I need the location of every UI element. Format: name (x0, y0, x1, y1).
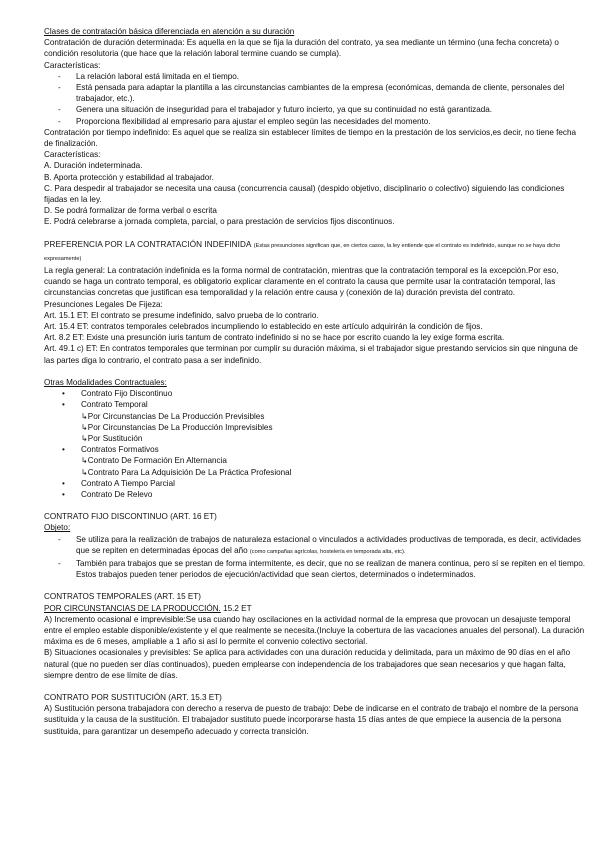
sustitucion-paragraph: A) Sustitución persona trabajadora con derecho a reserva de puesto de trabajo: Debe de indicarse en el contrato de trabajo el nombre de la persona sustituida y la causa de la sustitución. El trabajador sustituto puede incorporarse hasta 15 días antes de que empiece la ausencia de la persona sustituida, para garantizar un desempeño adecuado y correcta transición. (44, 704, 579, 736)
list-item: D. Se podrá formalizar de forma verbal o escrita (44, 206, 217, 216)
list-item: E. Podrá celebrarse a jornada completa, parcial, o para prestación de servicios fijos discontinuos. (44, 217, 395, 227)
determinada-definition: Contratación de duración determinada: Es aquella en la que se fija la duración del contrato, ya sea mediante un término (una fecha concreta) o condición resolutoria (que hace que la relación laboral termine cuando se cumpla). (44, 38, 559, 59)
circunstancias-heading (44, 603, 586, 614)
caracteristicas-label: Características: (44, 60, 101, 70)
section-title-sustitucion: CONTRATO POR SUSTITUCIÓN (ART. 15.3 ET) (44, 692, 222, 702)
list-item: • Contratos Formativos (62, 444, 586, 455)
sub-item: ↳Por Circunstancias De La Producción Imprevisibles (81, 422, 273, 432)
indefinido-definition: Contratación por tiempo indefinido: Es aquel que se realiza sin establecer límites de tiempo en la prestación de los servicios,es decir, no tiene fecha de finalización. (44, 127, 577, 149)
article-line: Art. 15.4 ET: contratos temporales celebrados incumpliendo lo establecido en este artículo adquirirán la condición de fijos. (44, 322, 483, 332)
list-item: - La relación laboral está limitada en el tiempo. (58, 71, 586, 82)
list-item: • Contrato Fijo Discontinuo (62, 388, 586, 399)
sub-item: ↳Contrato Para La Adquisición De La Práctica Profesional (81, 467, 292, 477)
section-title-otras-modalidades: Otras Modalidades Contractuales: (44, 377, 167, 387)
list-item: - Genera una situación de inseguridad para el trabajador y futuro incierto, ya que su continuidad no está garantizada. (58, 104, 586, 115)
situaciones-paragraph: B) Situaciones ocasionales y previsibles: Se aplica para actividades con una duración reducida y delimitada, para un máximo de 90 días en el año natural (que no pueden ser días continuados), pueden emplearse con independencia de los trabajadores que sean necesarios y que hagan falta, siempre dentro de ese límite de días. (44, 648, 571, 680)
list-item: • Contrato De Relevo (62, 489, 586, 500)
article-line: Art. 15.1 ET: El contrato se presume indefinido, salvo prueba de lo contrario. (44, 310, 319, 320)
presunciones-label: Presunciones Legales De Fijeza: (44, 299, 163, 309)
list-item: - Proporciona flexibilidad al empresario para ajustar el empleo según las necesidades del momento. (58, 116, 586, 127)
objeto-label: Objeto: (44, 523, 71, 533)
article-line: Art. 49.1 c) ET: En contratos temporales que terminan por cumplir su duración máxima, si el trabajador sigue prestando servicios sin que ninguna de las partes diga lo contrario, el contrato pasa a ser indefinido. (44, 344, 578, 365)
article-line: Art. 8.2 ET: Existe una presunción iuris tantum de contrato indefinido si no se hace por escrito cuando la ley exige forma escrita. (44, 333, 505, 343)
section-title-clases: Clases de contratación básica diferenciada en atención a su duración (44, 27, 295, 36)
list-item: • Contrato A Tiempo Parcial (62, 478, 586, 489)
section-title-temporales: CONTRATOS TEMPORALES (ART. 15 ET) (44, 592, 201, 602)
presunciones-note: (Estas presunciones significan que, en ciertos casos, la ley entiende que el contrato es indefinido, aunque no se haya dicho expresamente) (44, 242, 561, 262)
list-item: - También para trabajos que se prestan de forma intermitente, es decir, que no se realizan de manera continua, pero sí se repiten en el tiempo. Estos trabajos pueden tener periodos de ejecución/actividad que sean ciertos, determinados o indeterminados. (58, 558, 586, 580)
sub-item: ↳Por Sustitución (81, 433, 143, 443)
list-item: A. Duración indeterminada. (44, 161, 143, 171)
list-item-note: (como campañas agrícolas, hostelería en temporada alta, etc). (249, 548, 406, 555)
circunstancias-title: POR CIRCUNSTANCIAS DE LA PRODUCCIÓN. (44, 603, 221, 613)
caracteristicas-label: Características: (44, 150, 101, 160)
sub-item: ↳Por Circunstancias De La Producción Previsibles (81, 411, 265, 421)
section-title-fijo-discontinuo: CONTRATO FIJO DISCONTINUO (ART. 16 ET) (44, 512, 217, 522)
determinada-list (44, 71, 586, 127)
incremento-paragraph: A) Incremento ocasional e imprevisible:Se usa cuando hay oscilaciones en la actividad normal de la empresa que provocan un desajuste temporal entre el empleo estable disponible/existente y el que realmente se necesita.(Incluye la cobertura de las vacaciones anuales del personal). La duración máxima es de 6 meses, ampliable a 1 año si así lo permite el convenio colectivo sectorial. (44, 614, 585, 647)
list-item: • Contrato Temporal (62, 399, 586, 410)
list-item: B. Aporta protección y estabilidad al trabajador. (44, 172, 214, 182)
modalidades-list (44, 388, 586, 410)
list-item-text: Se utiliza para la realización de trabajos de naturaleza estacional o vinculados a actividades productivas de temporada, es decir, actividades que se repiten en determinadas épocas del año (76, 534, 581, 555)
objeto-list (44, 534, 586, 581)
regla-general-paragraph: La regla general: La contratación indefinida es la forma normal de contratación, mientras que la contratación temporal es la excepción.Por eso, cuando se haga un contrato temporal, es obligatorio explicar claramente en el contrato la causa que permite usar la contratación temporal, las circunstancias concretas que justifican esa temporalidad y la relación entre causa y (conexión de la) duración prevista del contrato. (44, 266, 559, 298)
section-title-preferencia: PREFERENCIA POR LA CONTRATACIÓN INDEFINIDA (44, 239, 252, 249)
list-item: C. Para despedir al trabajador se necesita una causa (concurrencia causal) (despido objetivo, disciplinario o colectivo) siguiendo las condiciones fijadas en la ley. (44, 183, 565, 205)
circunstancias-ref: 15.2 ET (223, 603, 252, 613)
sub-item: ↳Contrato De Formación En Alternancia (81, 456, 227, 466)
preferencia-heading (44, 239, 586, 265)
list-item: - Está pensada para adaptar la plantilla a las circunstancias cambiantes de la empresa (económicas, demanda de cliente, personales del trabajador, etc.). (58, 82, 586, 104)
list-item (58, 534, 586, 558)
